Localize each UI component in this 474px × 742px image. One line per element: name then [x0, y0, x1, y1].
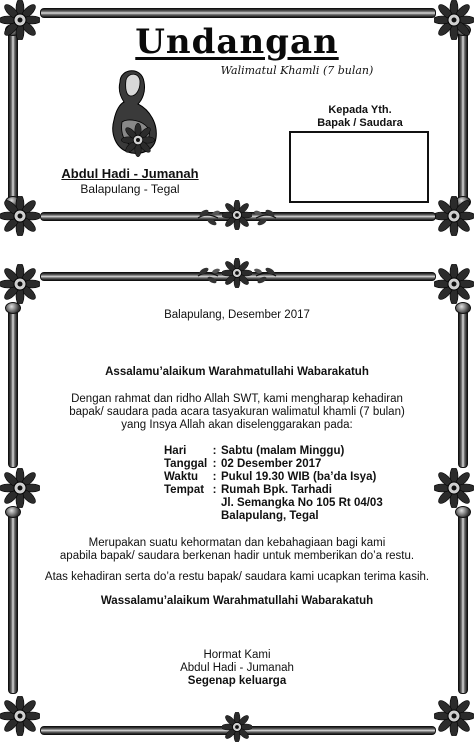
invitation-subtitle: Walimatul Khamli (7 bulan) — [220, 64, 374, 77]
detail-value: Rumah Bpk. Tarhadi — [221, 484, 332, 496]
intro-line-1: Dengan rahmat dan ridho Allah SWT, kami mengharap kehadiran — [71, 393, 403, 405]
intro-line-3: yang Insya Allah akan diselenggarakan pada: — [121, 419, 353, 431]
corner-flower-ornament — [434, 196, 474, 236]
closing-greeting: Wassalamu’alaikum Warahmatullahi Wabarakatuh — [100, 595, 374, 607]
pregnant-mother-illustration — [98, 62, 168, 162]
corner-flower-ornament — [0, 196, 40, 236]
couple-names: Abdul Hadi - Jumanah — [61, 166, 199, 181]
couple-location: Balapulang - Tegal — [80, 182, 180, 196]
detail-row-time — [164, 471, 383, 484]
center-flower-ornament — [222, 200, 252, 230]
detail-row-day — [164, 445, 383, 458]
honor-line-2: apabila bapak/ saudara berkenan hadir untuk memberikan do’a restu. — [59, 550, 415, 562]
detail-value: Sabtu (malam Minggu) — [221, 445, 345, 457]
corner-flower-ornament — [434, 696, 474, 736]
ornament-knob — [455, 506, 471, 518]
recipient-address-box — [289, 131, 429, 203]
detail-colon: : — [212, 484, 217, 496]
corner-flower-ornament — [0, 696, 40, 736]
ornament-knob — [5, 506, 21, 518]
sprig-ornament — [254, 204, 278, 228]
sprig-ornament — [254, 262, 278, 286]
detail-key: Hari — [164, 445, 187, 457]
opening-greeting: Assalamu’alaikum Warahmatullahi Wabarakatuh — [105, 366, 369, 378]
recipient-label — [290, 104, 430, 130]
detail-key: Tempat — [164, 484, 205, 496]
family-signature: Segenap keluarga — [187, 675, 287, 687]
event-details — [164, 445, 383, 523]
thanks-line: Atas kehadiran serta do’a restu bapak/ saudara kami ucapkan terima kasih. — [44, 571, 430, 583]
detail-row-place — [164, 484, 383, 497]
detail-value: 02 Desember 2017 — [221, 458, 322, 470]
sprig-ornament — [196, 262, 220, 286]
detail-colon: : — [212, 471, 217, 483]
detail-row-date — [164, 458, 383, 471]
center-flower-ornament — [222, 258, 252, 288]
signer-names: Abdul Hadi - Jumanah — [180, 662, 294, 674]
center-flower-ornament — [222, 712, 252, 742]
detail-address-line-1: Jl. Semangka No 105 Rt 04/03 — [221, 497, 383, 509]
corner-flower-ornament — [0, 468, 40, 508]
corner-flower-ornament — [434, 264, 474, 304]
sprig-ornament — [196, 204, 220, 228]
bottom-card-left-pillar-upper — [8, 306, 18, 468]
detail-value: Pukul 19.30 WIB (ba’da Isya) — [221, 471, 377, 483]
detail-key: Waktu — [164, 471, 199, 483]
detail-address-line-2: Balapulang, Tegal — [221, 510, 319, 522]
corner-flower-ornament — [434, 468, 474, 508]
invitation-title: Undangan — [135, 22, 339, 62]
detail-row-address-2 — [164, 510, 383, 523]
top-card-top-bar — [40, 8, 436, 18]
recipient-line-2: Bapak / Saudara — [317, 117, 403, 129]
detail-colon: : — [212, 445, 217, 457]
corner-flower-ornament — [0, 264, 40, 304]
bottom-card-right-pillar-upper — [458, 306, 468, 468]
recipient-line-1: Kepada Yth. — [328, 104, 392, 116]
place-date: Balapulang, Desember 2017 — [164, 309, 310, 321]
detail-row-address-1 — [164, 497, 383, 510]
detail-colon: : — [212, 458, 217, 470]
intro-line-2: bapak/ saudara pada acara tasyakuran walimatul khamli (7 bulan) — [69, 406, 405, 418]
honor-line-1: Merupakan suatu kehormatan dan kebahagiaan bagi kami — [88, 537, 386, 549]
regards: Hormat Kami — [203, 649, 271, 661]
detail-key: Tanggal — [164, 458, 208, 470]
